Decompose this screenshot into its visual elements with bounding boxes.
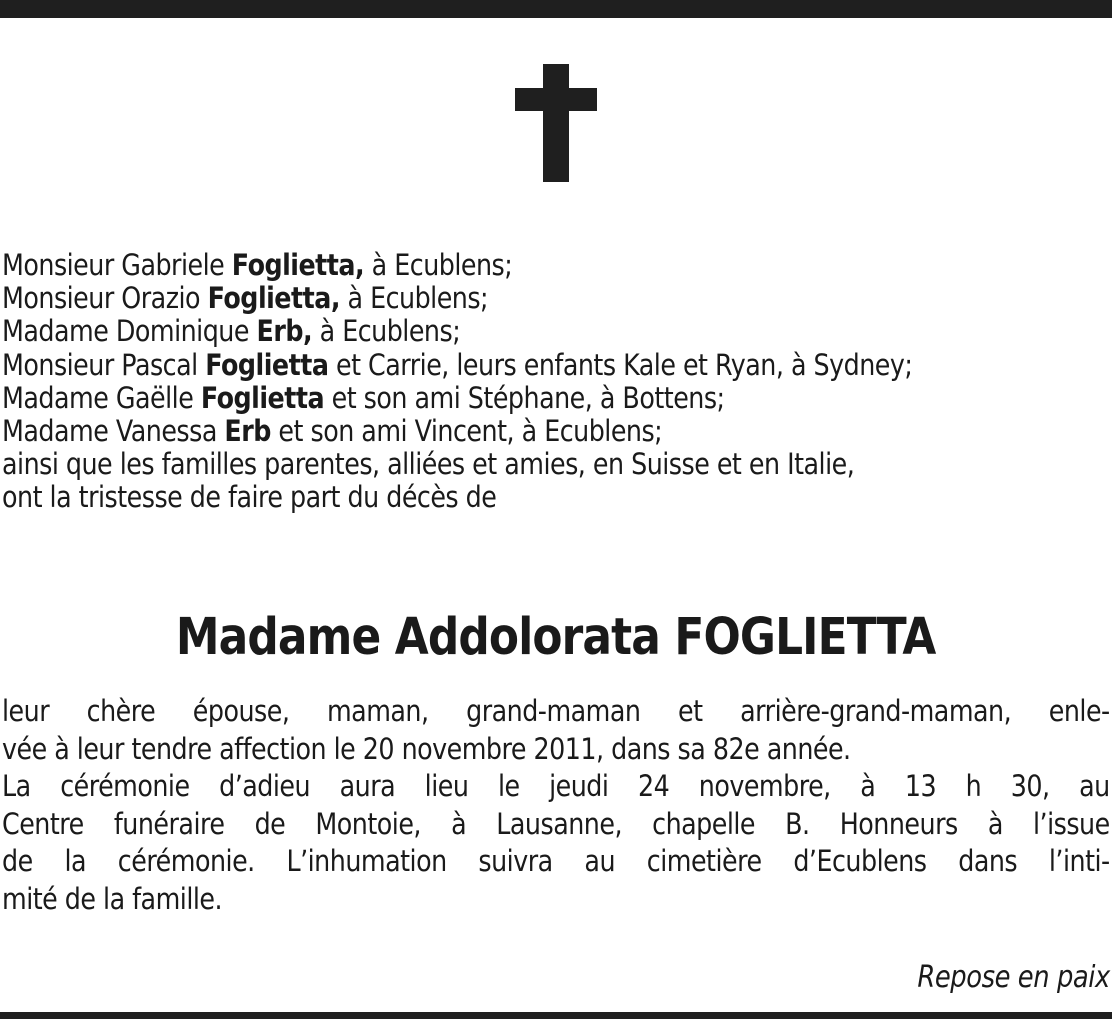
deceased-name-text: Madame Addolorata FOGLIETTA (176, 608, 936, 667)
body-line: Centre funéraire de Montoie, à Lausanne, chapelle B. Honneurs à l’issue (2, 806, 1110, 841)
family-surname: Foglietta, (231, 248, 365, 282)
body-line: vée à leur tendre affection le 20 novembre 2011, dans sa 82e année. (2, 731, 851, 766)
latin-cross-icon (0, 64, 1112, 182)
family-surname: Foglietta, (207, 281, 340, 316)
deceased-name (0, 603, 1112, 673)
family-surname: Erb (224, 414, 271, 449)
closing-phrase: Repose en paix (917, 960, 1110, 995)
family-surname: Foglietta (205, 347, 329, 382)
family-surname: Erb, (256, 314, 313, 349)
family-member-line: Madame Gaëlle Foglietta et son ami Stéphane, à Bottens; (2, 380, 725, 415)
family-member-line: Madame Dominique Erb, à Ecublens; (2, 314, 461, 349)
body-line: leur chère épouse, maman, grand-maman et arrière-grand-maman, enle- (2, 694, 1110, 728)
body-line: de la cérémonie. L’inhumation suivra au cimetière d’Ecublens dans l’inti- (2, 844, 1110, 879)
relatives-line: ainsi que les familles parentes, alliées et amies, en Suisse et en Italie, (2, 447, 855, 482)
family-member-line: Monsieur Gabriele Foglietta, à Ecublens; (2, 248, 513, 282)
family-member-line: Monsieur Pascal Foglietta et Carrie, leurs enfants Kale et Ryan, à Sydney; (2, 347, 913, 382)
family-member-line: Madame Vanessa Erb et son ami Vincent, à Ecublens; (2, 414, 663, 449)
bottom-border-rule (0, 1012, 1112, 1019)
body-line: mité de la famille. (2, 881, 223, 916)
body-line: La cérémonie d’adieu aura lieu le jeudi 24 novembre, à 13 h 30, au (2, 769, 1110, 804)
obituary-body (2, 693, 1110, 919)
announcement-line: ont la tristesse de faire part du décès de (2, 480, 497, 515)
top-border-rule (0, 0, 1112, 18)
family-surname: Foglietta (200, 380, 325, 415)
family-list (2, 249, 955, 515)
family-member-line: Monsieur Orazio Foglietta, à Ecublens; (2, 281, 489, 316)
